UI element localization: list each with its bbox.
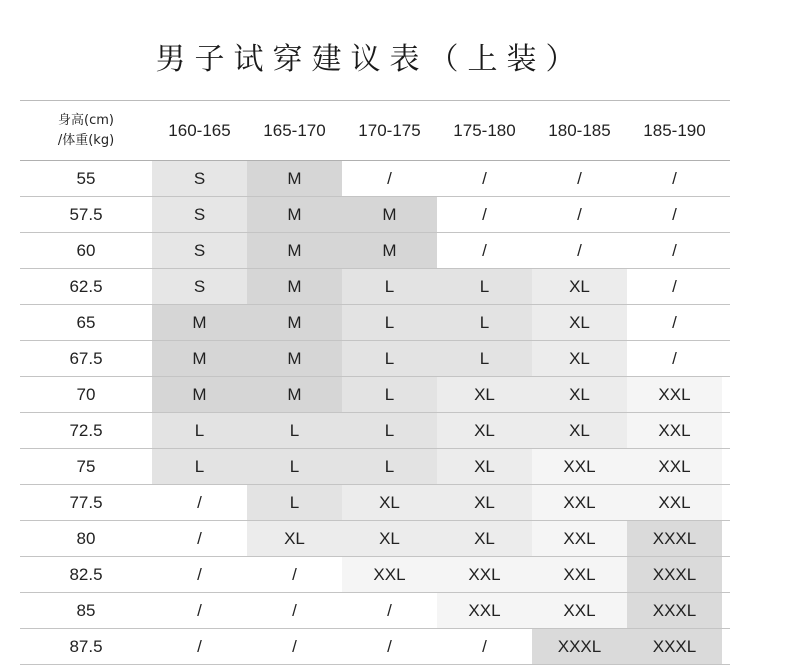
size-cell: XXL bbox=[627, 413, 722, 449]
size-cell: L bbox=[437, 269, 532, 305]
size-cell: / bbox=[437, 629, 532, 665]
size-cell: S bbox=[152, 269, 247, 305]
size-cell: / bbox=[627, 161, 722, 197]
height-header-175-180: 175-180 bbox=[437, 101, 532, 161]
table-row bbox=[20, 197, 730, 233]
row-spacer bbox=[722, 197, 730, 233]
size-cell: / bbox=[532, 197, 627, 233]
weight-cell: 62.5 bbox=[20, 269, 152, 305]
size-cell: L bbox=[342, 377, 437, 413]
size-cell: L bbox=[342, 305, 437, 341]
table-row bbox=[20, 233, 730, 269]
size-cell: / bbox=[342, 629, 437, 665]
weight-cell: 80 bbox=[20, 521, 152, 557]
row-spacer bbox=[722, 521, 730, 557]
weight-cell: 65 bbox=[20, 305, 152, 341]
size-cell: / bbox=[152, 557, 247, 593]
size-cell: XXL bbox=[627, 449, 722, 485]
size-cell: M bbox=[247, 197, 342, 233]
row-spacer bbox=[722, 485, 730, 521]
size-cell: L bbox=[437, 341, 532, 377]
row-spacer bbox=[722, 593, 730, 629]
size-cell: S bbox=[152, 233, 247, 269]
size-cell: M bbox=[152, 377, 247, 413]
height-header-180-185: 180-185 bbox=[532, 101, 627, 161]
size-cell: / bbox=[532, 233, 627, 269]
row-spacer bbox=[722, 557, 730, 593]
size-cell: L bbox=[247, 413, 342, 449]
row-spacer bbox=[722, 269, 730, 305]
corner-height-label: 身高(cm) bbox=[58, 112, 114, 128]
size-cell: L bbox=[247, 485, 342, 521]
size-cell: M bbox=[152, 305, 247, 341]
size-cell: M bbox=[342, 197, 437, 233]
table-row bbox=[20, 161, 730, 197]
table-body bbox=[20, 161, 730, 665]
row-spacer bbox=[722, 341, 730, 377]
size-cell: XL bbox=[437, 485, 532, 521]
table-row bbox=[20, 341, 730, 377]
size-cell: / bbox=[152, 485, 247, 521]
size-cell: M bbox=[247, 233, 342, 269]
size-cell: L bbox=[342, 269, 437, 305]
size-cell: XL bbox=[247, 521, 342, 557]
size-cell: XL bbox=[342, 521, 437, 557]
size-cell: / bbox=[627, 197, 722, 233]
size-cell: XL bbox=[437, 413, 532, 449]
size-chart-table bbox=[20, 100, 730, 665]
size-cell: L bbox=[437, 305, 532, 341]
size-cell: M bbox=[247, 377, 342, 413]
table-row bbox=[20, 449, 730, 485]
size-cell: / bbox=[152, 521, 247, 557]
row-spacer bbox=[722, 629, 730, 665]
size-cell: / bbox=[627, 233, 722, 269]
table-row bbox=[20, 413, 730, 449]
weight-cell: 72.5 bbox=[20, 413, 152, 449]
size-cell: M bbox=[247, 161, 342, 197]
table-row bbox=[20, 521, 730, 557]
weight-cell: 60 bbox=[20, 233, 152, 269]
table-row bbox=[20, 377, 730, 413]
size-cell: XXL bbox=[532, 557, 627, 593]
height-header-165-170: 165-170 bbox=[247, 101, 342, 161]
size-cell: XL bbox=[532, 413, 627, 449]
table-row bbox=[20, 629, 730, 665]
height-header-160-165: 160-165 bbox=[152, 101, 247, 161]
size-cell: XL bbox=[437, 377, 532, 413]
size-cell: M bbox=[342, 233, 437, 269]
size-cell: M bbox=[247, 341, 342, 377]
weight-cell: 87.5 bbox=[20, 629, 152, 665]
size-cell: XXL bbox=[532, 449, 627, 485]
corner-header bbox=[20, 101, 152, 161]
size-cell: / bbox=[437, 161, 532, 197]
size-cell: XXL bbox=[532, 485, 627, 521]
size-cell: XL bbox=[532, 269, 627, 305]
size-cell: / bbox=[342, 161, 437, 197]
height-header-170-175: 170-175 bbox=[342, 101, 437, 161]
size-cell: XXXL bbox=[627, 521, 722, 557]
header-spacer bbox=[722, 101, 730, 161]
size-cell: / bbox=[247, 557, 342, 593]
size-cell: L bbox=[247, 449, 342, 485]
table-row bbox=[20, 305, 730, 341]
size-cell: M bbox=[247, 305, 342, 341]
size-cell: M bbox=[247, 269, 342, 305]
size-cell: / bbox=[342, 593, 437, 629]
size-cell: / bbox=[627, 341, 722, 377]
size-cell: XXL bbox=[532, 593, 627, 629]
weight-cell: 70 bbox=[20, 377, 152, 413]
size-cell: / bbox=[437, 233, 532, 269]
size-cell: XL bbox=[342, 485, 437, 521]
size-cell: S bbox=[152, 197, 247, 233]
size-cell: XL bbox=[437, 521, 532, 557]
size-cell: XXL bbox=[342, 557, 437, 593]
header-row bbox=[20, 101, 730, 161]
corner-weight-label: /体重(kg) bbox=[57, 132, 115, 148]
size-cell: XXXL bbox=[627, 629, 722, 665]
size-cell: L bbox=[342, 449, 437, 485]
size-cell: XXL bbox=[627, 377, 722, 413]
size-cell: XXL bbox=[532, 521, 627, 557]
size-cell: XL bbox=[437, 449, 532, 485]
weight-cell: 67.5 bbox=[20, 341, 152, 377]
table-row bbox=[20, 269, 730, 305]
table-row bbox=[20, 485, 730, 521]
size-cell: / bbox=[532, 161, 627, 197]
size-cell: / bbox=[627, 269, 722, 305]
size-cell: XXXL bbox=[627, 593, 722, 629]
size-cell: / bbox=[437, 197, 532, 233]
row-spacer bbox=[722, 449, 730, 485]
weight-cell: 75 bbox=[20, 449, 152, 485]
page-title: 男子试穿建议表（上装） bbox=[155, 42, 585, 77]
size-cell: XL bbox=[532, 341, 627, 377]
row-spacer bbox=[722, 377, 730, 413]
size-cell: / bbox=[627, 305, 722, 341]
row-spacer bbox=[722, 161, 730, 197]
size-cell: / bbox=[247, 629, 342, 665]
weight-cell: 57.5 bbox=[20, 197, 152, 233]
size-cell: L bbox=[152, 449, 247, 485]
table-row bbox=[20, 593, 730, 629]
weight-cell: 55 bbox=[20, 161, 152, 197]
size-cell: XXL bbox=[437, 557, 532, 593]
size-cell: L bbox=[152, 413, 247, 449]
size-cell: XXXL bbox=[532, 629, 627, 665]
weight-cell: 85 bbox=[20, 593, 152, 629]
weight-cell: 82.5 bbox=[20, 557, 152, 593]
height-header-185-190: 185-190 bbox=[627, 101, 722, 161]
row-spacer bbox=[722, 233, 730, 269]
size-cell: / bbox=[247, 593, 342, 629]
size-cell: XXL bbox=[437, 593, 532, 629]
size-cell: XL bbox=[532, 305, 627, 341]
table-row bbox=[20, 557, 730, 593]
weight-cell: 77.5 bbox=[20, 485, 152, 521]
size-cell: L bbox=[342, 341, 437, 377]
size-cell: XXL bbox=[627, 485, 722, 521]
row-spacer bbox=[722, 413, 730, 449]
size-cell: S bbox=[152, 161, 247, 197]
size-cell: M bbox=[152, 341, 247, 377]
size-cell: / bbox=[152, 593, 247, 629]
size-cell: XL bbox=[532, 377, 627, 413]
row-spacer bbox=[722, 305, 730, 341]
size-cell: / bbox=[152, 629, 247, 665]
size-cell: L bbox=[342, 413, 437, 449]
size-cell: XXXL bbox=[627, 557, 722, 593]
